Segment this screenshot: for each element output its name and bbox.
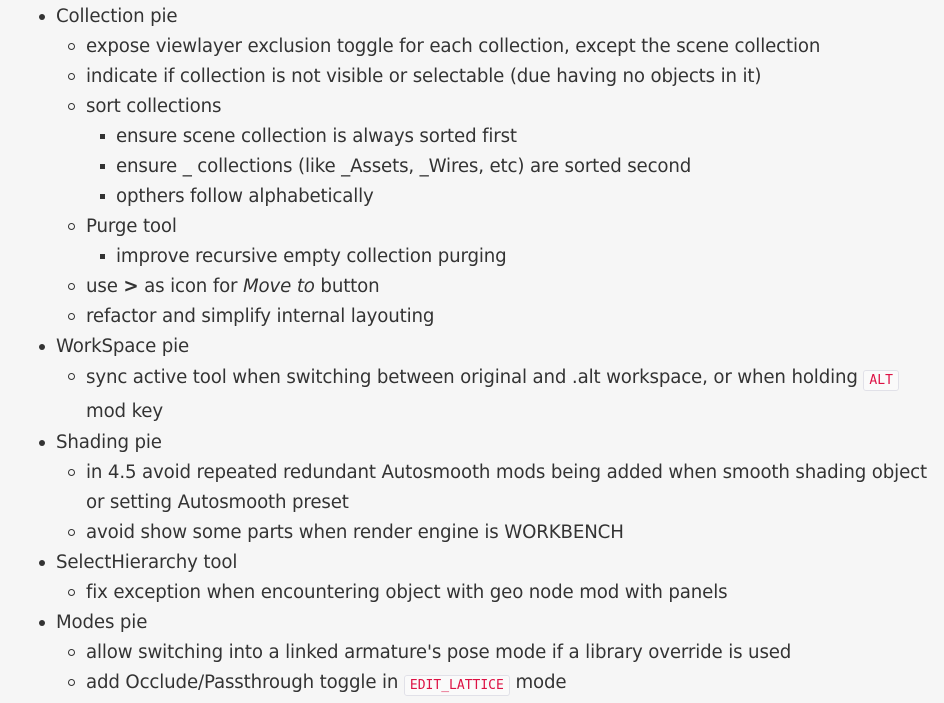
sublist [86,638,936,700]
list-item [86,302,936,332]
list-item [86,518,936,548]
item-text: ensure scene collection is always sorted first [116,126,517,147]
item-text-pre: add Occlude/Passthrough toggle in [86,672,399,693]
item-text-emphasis: Move to [243,276,315,297]
list-item [86,32,936,62]
item-text-post: button [320,276,380,297]
sublist [116,122,936,212]
list-item [116,242,936,272]
item-text: refactor and simplify internal layouting [86,306,435,327]
list-item-selecthierarchy-tool [56,548,936,608]
changelog-list [56,2,936,700]
item-label: WorkSpace pie [56,336,190,357]
item-text: Purge tool [86,216,177,237]
item-text: expose viewlayer exclusion toggle for each collection, except the scene collection [86,36,821,57]
list-item [86,212,936,272]
sublist [86,458,936,548]
item-text: indicate if collection is not visible or selectable (due having no objects in it) [86,66,762,87]
move-to-icon-glyph: > [123,276,139,297]
item-text-pre: sync active tool when switching between original and .alt workspace, or when holding [86,367,858,388]
list-item [86,668,936,700]
list-item [86,62,936,92]
item-text: in 4.5 avoid repeated redundant Autosmooth mods being added when smooth shading object or setting Autosmooth preset [86,462,927,513]
sublist [116,242,936,272]
item-text: allow switching into a linked armature's pose mode if a library override is used [86,642,792,663]
list-item-shading-pie [56,428,936,548]
item-text-post: mod key [86,401,163,422]
item-label: Modes pie [56,612,148,633]
list-item [86,362,936,428]
item-text-mid: as icon for [144,276,238,297]
list-item [116,152,936,182]
item-label: Shading pie [56,432,162,453]
list-item [86,578,936,608]
list-item [86,638,936,668]
inline-code-edit-lattice: EDIT_LATTICE [404,675,510,696]
item-label: Collection pie [56,6,178,27]
list-item [86,272,936,302]
list-item [86,458,936,518]
inline-code-alt: ALT [863,370,898,391]
list-item-workspace-pie [56,332,936,428]
list-item-collection-pie [56,2,936,332]
sublist [86,32,936,332]
list-item [116,182,936,212]
list-item-modes-pie [56,608,936,700]
item-text: improve recursive empty collection purging [116,246,507,267]
sublist [86,578,936,608]
item-text-pre: use [86,276,118,297]
list-item [86,92,936,212]
item-text: sort collections [86,96,222,117]
item-label: SelectHierarchy tool [56,552,238,573]
item-text: avoid show some parts when render engine is WORKBENCH [86,522,624,543]
sublist [86,362,936,428]
item-text-post: mode [515,672,567,693]
item-text: fix exception when encountering object with geo node mod with panels [86,582,728,603]
item-text: ensure _ collections (like _Assets, _Wires, etc) are sorted second [116,156,692,177]
item-text: opthers follow alphabetically [116,186,374,207]
list-item [116,122,936,152]
